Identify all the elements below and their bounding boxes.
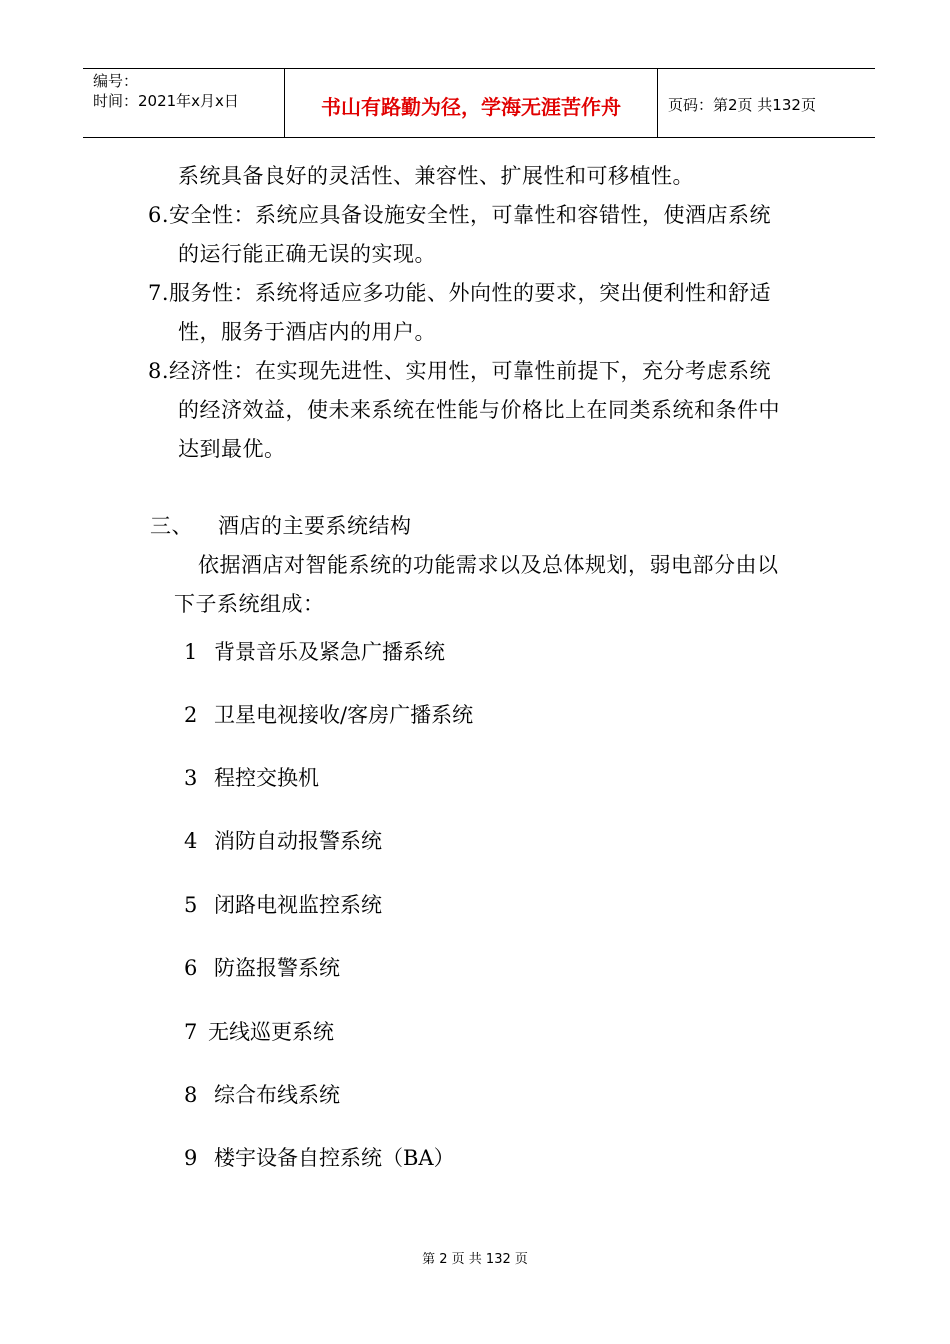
list-item-label: 闭路电视监控系统 (214, 893, 382, 917)
list-item-number: 9 (184, 1146, 198, 1170)
paragraph-line: 6.安全性：系统应具备设施安全性，可靠性和容错性，使酒店系统 (148, 203, 772, 227)
page-header (83, 68, 875, 138)
list-item-number: 1 (184, 640, 198, 664)
list-item (184, 699, 473, 729)
paragraph-line: 系统具备良好的灵活性、兼容性、扩展性和可移植性。 (178, 164, 694, 188)
list-item (184, 952, 340, 982)
header-motto (285, 69, 658, 137)
paragraph-line: 达到最优。 (178, 437, 286, 461)
paragraph-line: 下子系统组成： (174, 592, 325, 616)
header-meta (83, 69, 285, 137)
list-item-label: 消防自动报警系统 (214, 829, 382, 853)
document-time-label: 时间：2021年x月x日 (93, 92, 239, 110)
list-item (184, 1016, 334, 1046)
section-title: 酒店的主要系统结构 (218, 514, 412, 538)
list-item (184, 889, 382, 919)
footer-page-number: 第 2 页 共 132 页 (422, 1252, 528, 1267)
paragraph-line: 的经济效益，使未来系统在性能与价格比上在同类系统和条件中 (178, 398, 780, 422)
page-footer (0, 1248, 950, 1267)
list-item (184, 1142, 455, 1172)
list-item-label: 无线巡更系统 (208, 1020, 334, 1044)
list-item-label: 综合布线系统 (214, 1083, 340, 1107)
list-item (184, 636, 445, 666)
document-number-label: 编号： (93, 72, 139, 90)
list-item-label: 背景音乐及紧急广播系统 (214, 640, 445, 664)
list-item (184, 825, 382, 855)
page-info-text: 页码：第2页 共132页 (668, 95, 816, 114)
list-item-number: 2 (184, 703, 198, 727)
section-number: 三、 (150, 514, 193, 538)
list-item-label: 程控交换机 (214, 766, 319, 790)
list-item-number: 8 (184, 1083, 198, 1107)
paragraph-line: 7.服务性：系统将适应多功能、外向性的要求，突出便利性和舒适 (148, 281, 772, 305)
motto-text: 书山有路勤为径，学海无涯苦作舟 (321, 94, 621, 119)
header-page-info (658, 69, 875, 137)
list-item-number: 7 (184, 1020, 198, 1044)
list-item-number: 3 (184, 766, 198, 790)
paragraph-line: 8.经济性：在实现先进性、实用性，可靠性前提下，充分考虑系统 (148, 359, 772, 383)
list-item-number: 4 (184, 829, 198, 853)
paragraph-line: 的运行能正确无误的实现。 (178, 242, 436, 266)
list-item (184, 1079, 340, 1109)
list-item-label: 楼宇设备自控系统（BA） (214, 1146, 455, 1170)
list-item-number: 5 (184, 893, 198, 917)
paragraph-line: 性，服务于酒店内的用户。 (178, 320, 436, 344)
list-item (184, 762, 319, 792)
list-item-number: 6 (184, 956, 198, 980)
paragraph-line: 依据酒店对智能系统的功能需求以及总体规划，弱电部分由以 (198, 553, 779, 577)
list-item-label: 卫星电视接收/客房广播系统 (214, 703, 474, 727)
list-item-label: 防盗报警系统 (214, 956, 340, 980)
